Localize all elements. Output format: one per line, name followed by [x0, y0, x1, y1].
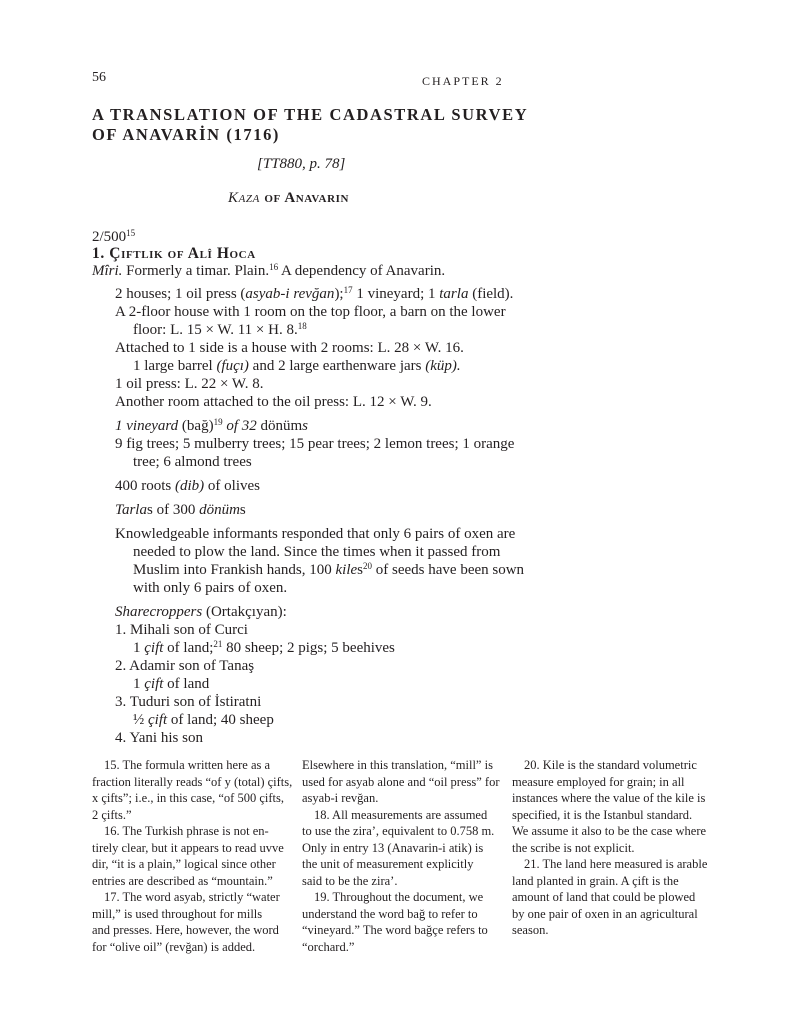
footnote-line: for “olive oil” (revğan) is added. [92, 939, 256, 954]
footnote-line: by one pair of oxen in an agricultural [512, 906, 698, 921]
footnote-line: amount of land that could be plowed [512, 890, 696, 904]
text: of seeds have been sown [372, 562, 525, 578]
footnote-ref: 17 [343, 285, 353, 295]
footnote-line: 15. The formula written here as a [104, 758, 271, 772]
attached-line: Attached to 1 side is a house with 2 rooms: L. 28 × W. 16. [115, 340, 464, 356]
footnote-line: Elsewhere in this translation, “mill” is [302, 758, 493, 772]
text: of land [163, 676, 210, 692]
text: floor: L. 15 × W. 11 × H. 8. [133, 322, 298, 338]
text: of 32 [222, 418, 257, 434]
text: 80 sheep; 2 pigs; 5 beehives [222, 640, 395, 656]
list-item-detail [133, 639, 395, 659]
text: s of 300 [146, 502, 200, 518]
trees-line-cont: tree; 6 almond trees [133, 454, 252, 470]
text: çift [148, 712, 168, 728]
oil-press-line: 1 oil press: L. 22 × W. 8. [115, 376, 264, 392]
text: ); [334, 286, 344, 302]
footnote-line: and presses. Here, however, the word [92, 923, 279, 937]
footnote-column-1 [92, 757, 302, 955]
footnote-line: used for asyab alone and “oil press” for [302, 774, 500, 789]
footnote-ref: 16 [269, 262, 279, 272]
text: (bağ) [178, 418, 214, 434]
tarlas-line [115, 501, 246, 521]
footnote-line: asyab-i revğan. [302, 791, 379, 805]
text: dönüm [256, 418, 303, 434]
footnote-line: 2 çifts.” [92, 807, 132, 822]
footnote-line: 18. All measurements are assumed [314, 807, 488, 822]
page-title [92, 105, 528, 145]
informants-line-4: with only 6 pairs of oxen. [133, 580, 288, 596]
text: ½ [133, 712, 148, 728]
text: 1 vineyard; 1 [352, 286, 440, 302]
footnote-line: fraction literally reads “of y (total) çifts, [92, 774, 293, 789]
house-line-cont [133, 321, 307, 341]
footnote-line: “orchard.” [302, 939, 355, 954]
olives-line [115, 477, 260, 497]
footnote-line: land planted in grain. A çift is the [512, 873, 679, 888]
footnote-line: specified, it is the Istanbul standard. [512, 807, 693, 822]
kaza-word: Kaza [228, 190, 260, 206]
source-reference: [TT880, p. 78] [257, 156, 346, 172]
text: çift [144, 676, 164, 692]
footnote-line: dir, “it is a plain,” logical since other [92, 857, 276, 871]
sharecroppers-heading [115, 603, 287, 623]
footnote-line: instances where the value of the kile is [512, 791, 706, 805]
text: Muslim into Frankish hands, 100 [133, 562, 336, 578]
list-item-detail [133, 675, 209, 695]
list-item: 2. Adamir son of Tanaş [115, 658, 255, 674]
footnote-line: season. [512, 923, 549, 937]
footnote-ref: 20 [363, 561, 373, 571]
footnote-ref: 18 [297, 321, 307, 331]
list-item: 3. Tuduri son of İstiratni [115, 694, 262, 710]
footnote-line: the unit of measurement explicitly [302, 857, 474, 871]
text: 1 [133, 640, 145, 656]
title-line-2: OF ANAVARİN (1716) [92, 125, 281, 144]
text: 400 roots [115, 478, 175, 494]
text: asyab-i revğan [245, 286, 335, 302]
text: kile [335, 562, 358, 578]
footnote-line: measure employed for grain; in all [512, 774, 685, 789]
footnote-line: understand the word bağ to refer to [302, 906, 478, 921]
footnote-line: entries are described as “mountain.” [92, 873, 273, 888]
text: (küp). [425, 358, 461, 374]
trees-line: 9 fig trees; 5 mulberry trees; 15 pear trees; 2 lemon trees; 1 orange [115, 436, 515, 452]
kaza-name: of Anavarin [264, 190, 350, 206]
text: dönüm [199, 502, 240, 518]
inventory-line [115, 285, 513, 305]
miri-label: Mîri. [92, 263, 123, 279]
text: of land; 40 sheep [167, 712, 274, 728]
footnote-line: to use the zira’, equivalent to 0.758 m. [302, 824, 495, 838]
text: 1 [133, 676, 145, 692]
text: (field). [468, 286, 514, 302]
informants-line-2: needed to plow the land. Since the times when it passed from [133, 544, 501, 560]
footnote-ref: 19 [213, 417, 223, 427]
text: s [357, 562, 364, 578]
footnote-line: 16. The Turkish phrase is not en- [104, 824, 269, 838]
footnote-line: said to be the zira’. [302, 873, 398, 888]
miri-text-end: A dependency of Anavarin. [278, 263, 446, 279]
footnote-line: “vineyard.” The word bağçe refers to [302, 923, 488, 937]
footnote-line: mill,” is used throughout for mills [92, 906, 263, 921]
footnote-line: x çifts”; i.e., in this case, “of 500 çifts, [92, 791, 284, 805]
text: Sharecroppers [115, 604, 203, 620]
barrel-line [133, 357, 461, 377]
footnote-line: We assume it also to be the case where [512, 824, 707, 838]
footnote-line: 19. Throughout the document, we [314, 890, 484, 904]
list-item: 4. Yani his son [115, 730, 203, 746]
text: çift [144, 640, 164, 656]
text: of land; [163, 640, 214, 656]
footnote-line: 20. Kile is the standard volumetric [524, 758, 697, 772]
miri-line [92, 262, 445, 282]
house-line: A 2-floor house with 1 room on the top floor, a barn on the lower [115, 304, 506, 320]
text: (dib) [175, 478, 205, 494]
text: 1 vineyard [115, 418, 179, 434]
list-item: 1. Mihali son of Curci [115, 622, 248, 638]
informants-line-3 [133, 561, 524, 581]
footnote-line: Only in entry 13 (Anavarin-i atik) is [302, 840, 484, 855]
footnote-line: tirely clear, but it appears to read uvve [92, 840, 284, 855]
footnote-ref: 15 [126, 228, 136, 238]
room-line: Another room attached to the oil press: L. 12 × W. 9. [115, 394, 432, 410]
text: (Ortakçıyan): [202, 604, 287, 620]
footnote-line: 17. The word asyab, strictly “water [104, 890, 280, 904]
footnote-line: 21. The land here measured is arable [524, 857, 708, 871]
text: Tarla [115, 502, 147, 518]
text: 2 houses; 1 oil press ( [115, 286, 246, 302]
text: tarla [439, 286, 469, 302]
page-number: 56 [92, 70, 106, 85]
vineyard-line [115, 417, 308, 437]
informants-line: Knowledgeable informants responded that only 6 pairs of oxen are [115, 526, 516, 542]
footnote-column-3 [512, 757, 722, 939]
text: and 2 large earthenware jars [248, 358, 426, 374]
text: (fuçı) [216, 358, 249, 374]
fraction: 2/500 [92, 229, 127, 245]
text: of olives [204, 478, 260, 494]
text: 1 large barrel [133, 358, 217, 374]
miri-text: Formerly a timar. Plain. [122, 263, 270, 279]
text: s [239, 502, 246, 518]
entry-heading: 1. Çiftlik of Alî Hoca [92, 245, 256, 262]
footnote-ref: 21 [213, 639, 223, 649]
text: s [302, 418, 309, 434]
kaza-heading [228, 190, 349, 207]
footnote-line: the scribe is not explicit. [512, 840, 635, 855]
list-item-detail [133, 711, 274, 731]
footnote-column-2 [302, 757, 512, 955]
running-head-chapter: CHAPTER 2 [422, 74, 504, 88]
title-line-1: A TRANSLATION OF THE CADASTRAL SURVEY [92, 105, 529, 124]
